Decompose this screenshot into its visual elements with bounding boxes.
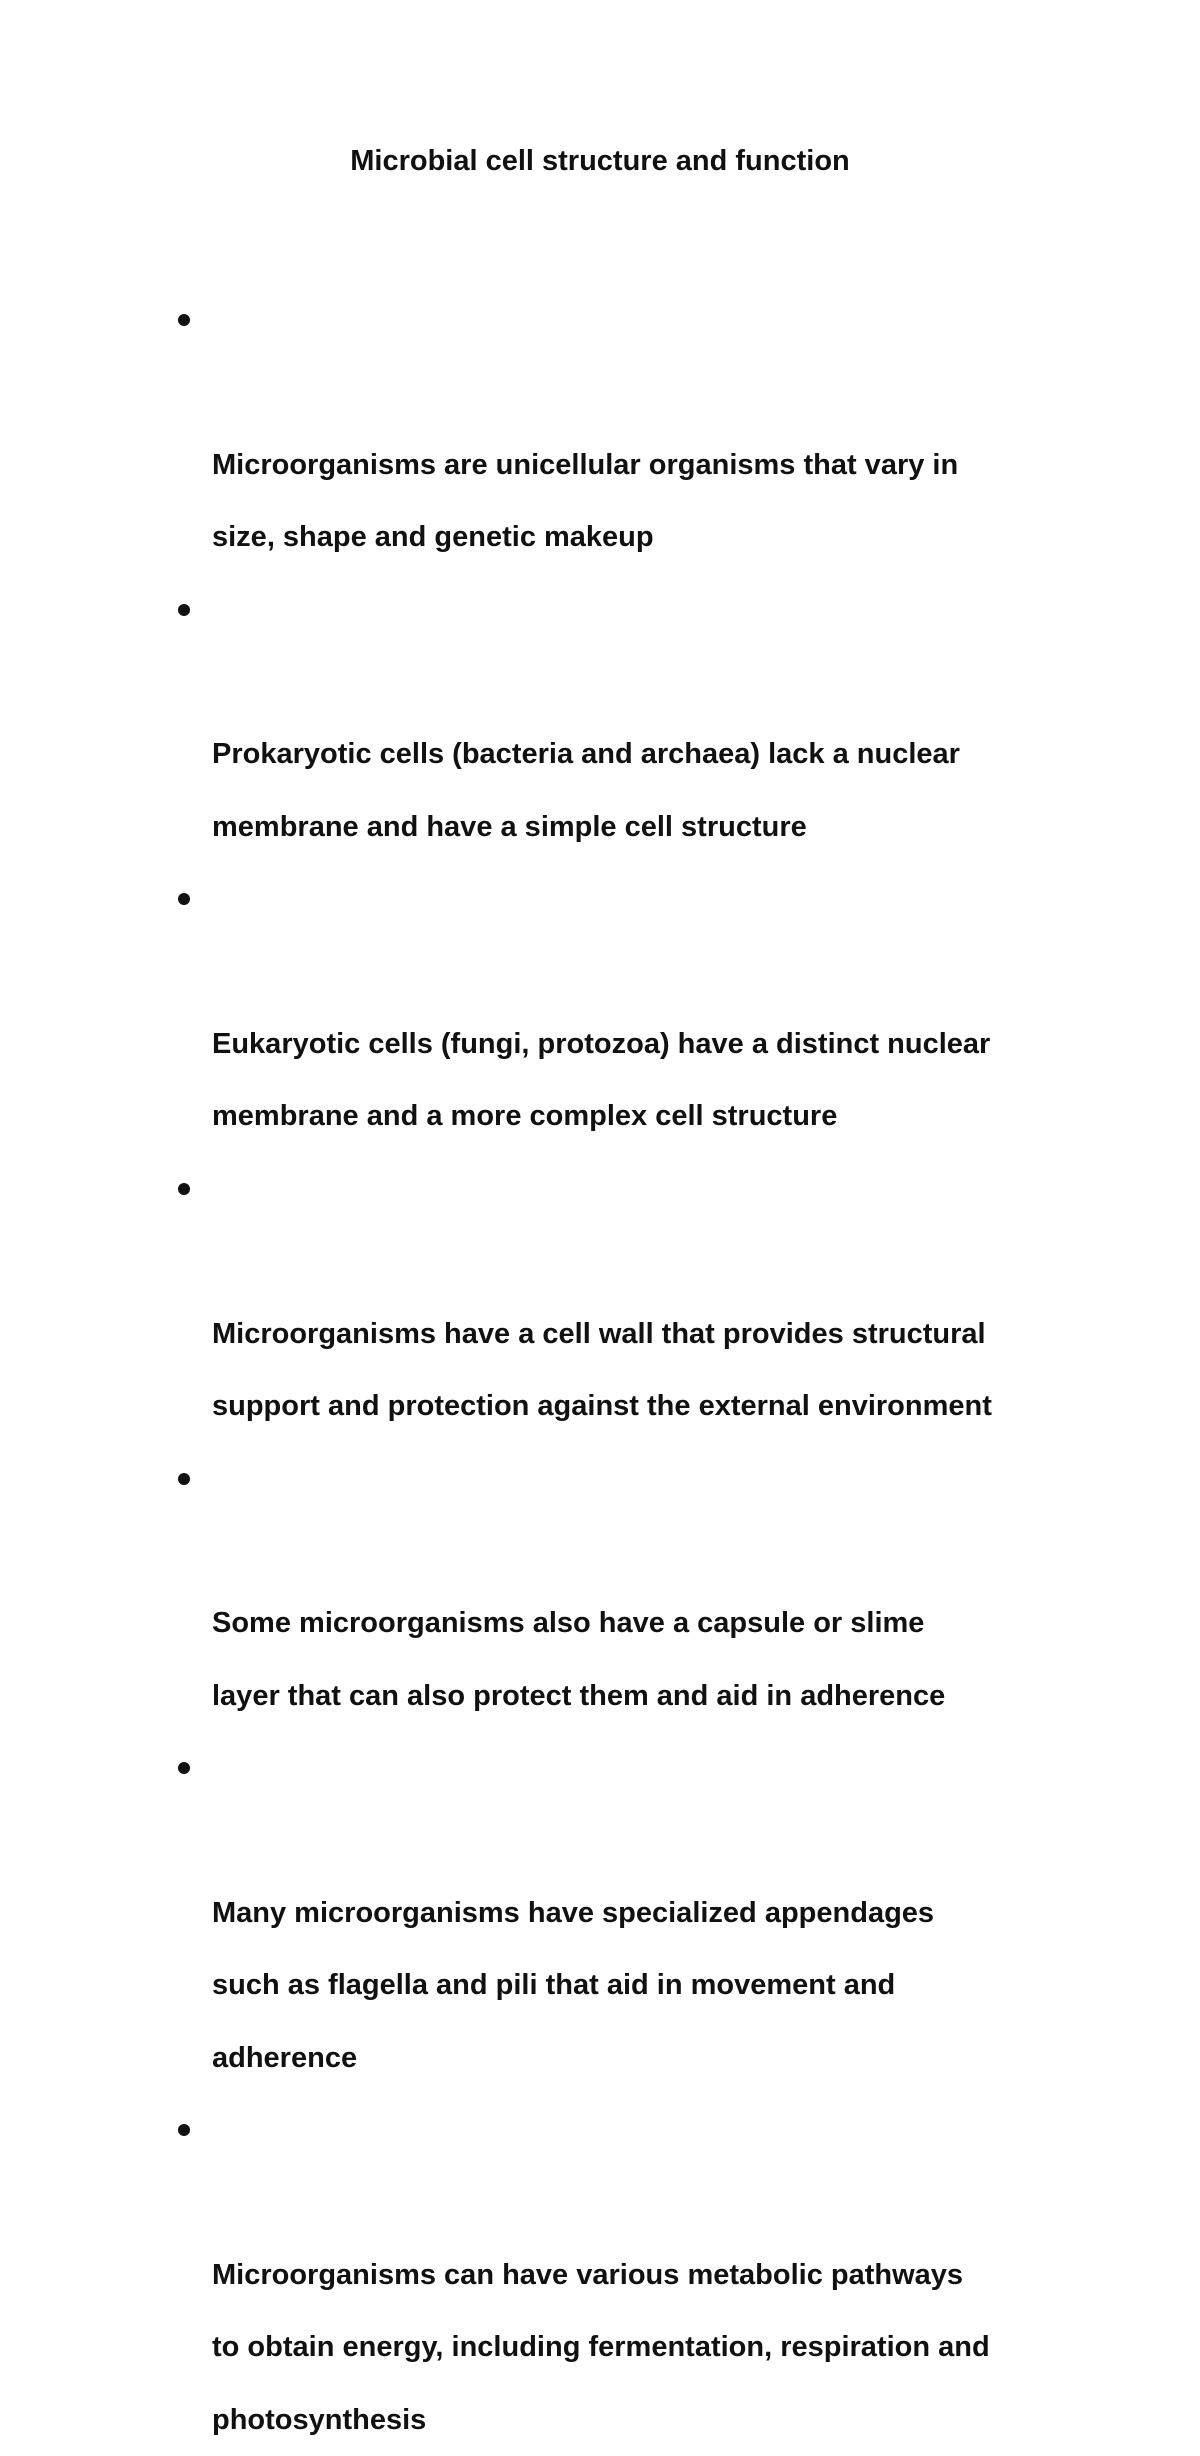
bullet-item <box>212 1732 1082 2094</box>
bullet-icon <box>178 1183 190 1195</box>
bullet-icon <box>178 604 190 616</box>
bullet-icon <box>178 893 190 905</box>
bullet-icon <box>178 1762 190 1774</box>
bullet-list <box>212 284 1082 2456</box>
bullet-text: Many microorganisms have specialized appendages such as flagella and pili that aid in movement and adherence <box>212 1896 935 2074</box>
bullet-item <box>212 1153 1082 1443</box>
bullet-item <box>212 1443 1082 1733</box>
bullet-icon <box>178 314 190 326</box>
bullet-item <box>212 2094 1082 2456</box>
bullet-text: Microorganisms are unicellular organisms that vary in size, shape and genetic makeup <box>212 448 959 554</box>
bullet-item <box>212 863 1082 1153</box>
bullet-text: Microorganisms can have various metabolic pathways to obtain energy, including fermentation, respiration and photosynthesis <box>212 2258 990 2436</box>
bullet-text: Microorganisms have a cell wall that provides structural support and protection against the external environment <box>212 1317 992 1423</box>
bullet-text: Some microorganisms also have a capsule or slime layer that can also protect them and aid in adherence <box>212 1607 946 1712</box>
bullet-text: Eukaryotic cells (fungi, protozoa) have a distinct nuclear membrane and a more complex cell structure <box>212 1028 991 1133</box>
bullet-text: Prokaryotic cells (bacteria and archaea) lack a nuclear membrane and have a simple cell structure <box>212 738 960 843</box>
document-title: Microbial cell structure and function <box>350 145 850 177</box>
bullet-icon <box>178 1473 190 1485</box>
bullet-icon <box>178 2124 190 2136</box>
bullet-item <box>212 284 1082 574</box>
bullet-item <box>212 574 1082 864</box>
